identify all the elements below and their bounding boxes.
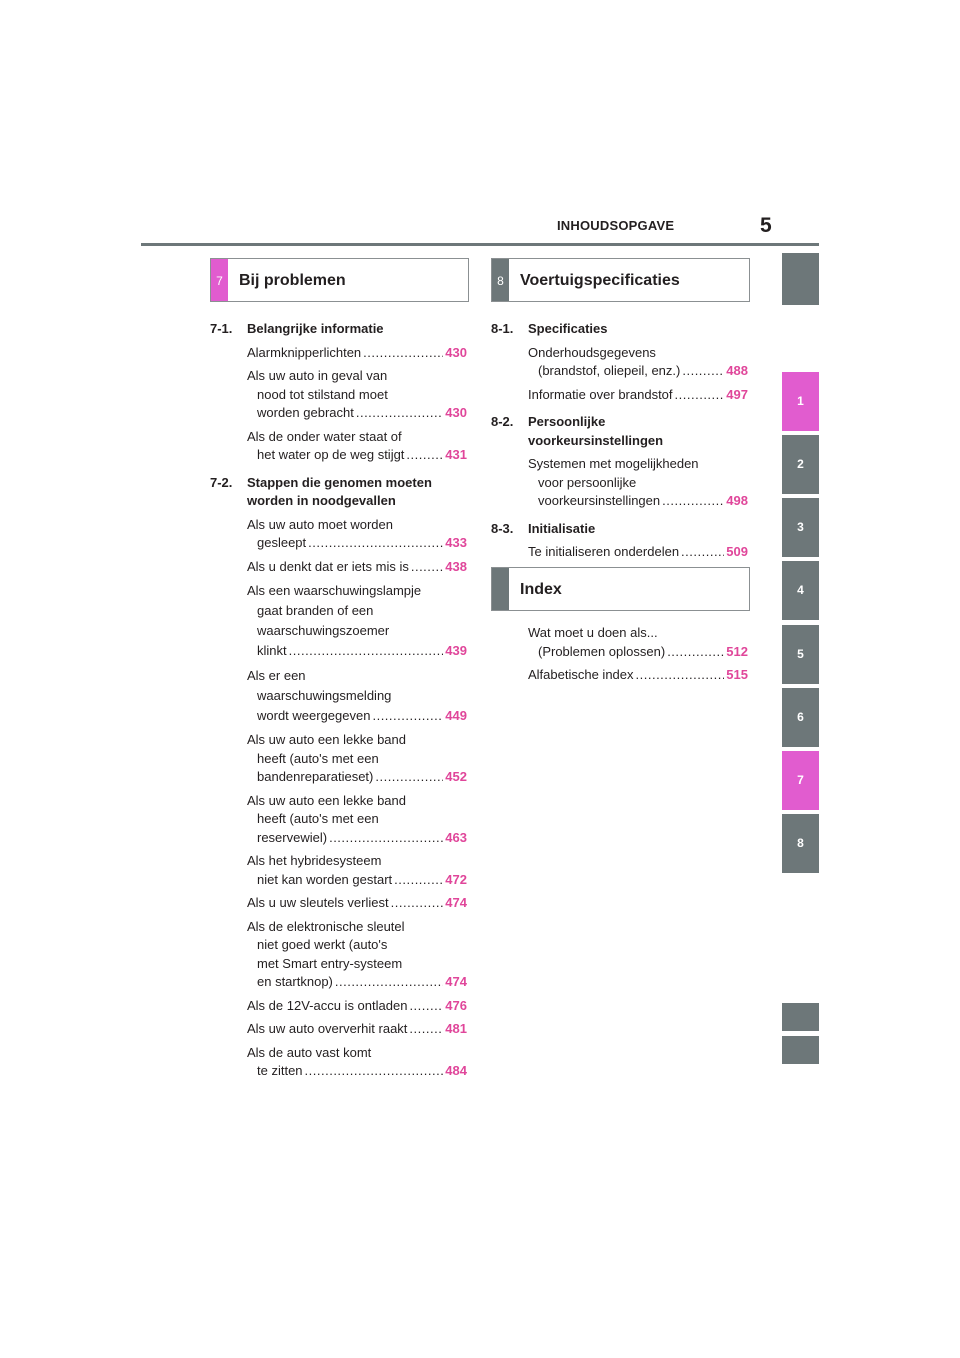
- toc-entry-text: klinkt: [257, 643, 287, 658]
- subsection-title-line: worden in noodgevallen: [247, 493, 396, 508]
- toc-entry[interactable]: [247, 1044, 467, 1081]
- toc-subsection-heading: [491, 320, 748, 339]
- toc-entry-text: Als het hybridesysteem: [247, 853, 382, 868]
- toc-entry-text: Als u uw sleutels verliest: [247, 895, 389, 910]
- section-7-header: [210, 258, 469, 302]
- dot-leader: [329, 829, 443, 848]
- index-header: [491, 567, 750, 611]
- subsection-number: 8-2.: [491, 414, 514, 429]
- toc-entry-text: nood tot stilstand moet: [257, 386, 388, 402]
- toc-entry[interactable]: [247, 367, 467, 423]
- dot-leader: [682, 362, 724, 381]
- toc-entry-text: Te initialiseren onderdelen: [528, 544, 680, 559]
- toc-entry-text: Systemen met mogelijkheden: [528, 456, 699, 471]
- toc-entry-text: Als er een: [247, 668, 306, 683]
- toc-entry-text: bandenreparatieset): [257, 769, 374, 784]
- dot-leader: [391, 894, 444, 913]
- index-tab-marker: [492, 568, 509, 610]
- section-8-header: [491, 258, 750, 302]
- section-8-title: Voertuigspecificaties: [520, 272, 680, 289]
- toc-entry[interactable]: [247, 792, 467, 848]
- dot-leader: [409, 997, 443, 1016]
- toc-entry-text: gaat branden of een: [257, 603, 374, 618]
- dot-leader: [411, 558, 443, 577]
- subsection-title-line: Stappen die genomen moeten: [247, 474, 432, 490]
- page-link[interactable]: 463: [445, 829, 467, 845]
- subsection-title-line: Persoonlijke: [528, 414, 606, 429]
- subsection-title: [528, 413, 663, 450]
- dot-leader: [372, 706, 443, 726]
- section-7-number: 7: [211, 259, 228, 301]
- subsection-title: [528, 320, 608, 339]
- toc-entry-text: Als uw auto een lekke band: [247, 792, 406, 808]
- subsection-title-line: Specificaties: [528, 321, 608, 336]
- toc-entry-text: waarschuwingszoemer: [257, 623, 390, 638]
- toc-entry-text: te zitten: [257, 1063, 303, 1078]
- subsection-number: 7-1.: [210, 321, 233, 336]
- subsection-title: [247, 320, 384, 339]
- toc-entry-text: (brandstof, oliepeil, enz.): [538, 363, 681, 378]
- side-tab-chapter-8[interactable]: 8: [782, 814, 819, 873]
- toc-entry-text: Als uw auto een lekke band: [247, 732, 406, 747]
- toc-entry-text: Alfabetische index: [528, 667, 634, 682]
- toc-entry[interactable]: [247, 344, 467, 363]
- toc-subsection-heading: [210, 474, 467, 511]
- toc-index-list: [491, 624, 748, 685]
- page-link[interactable]: 452: [445, 769, 467, 784]
- toc-left-column: [210, 320, 467, 1081]
- subsection-number: 8-1.: [491, 321, 514, 336]
- page-link[interactable]: 472: [445, 871, 467, 887]
- dot-leader: [305, 1062, 444, 1081]
- toc-entry[interactable]: [247, 666, 467, 726]
- page-link[interactable]: 515: [726, 667, 748, 682]
- toc-subsection-heading: [210, 320, 467, 339]
- toc-entry-text: Wat moet u doen als...: [528, 625, 658, 640]
- header-rule: [141, 243, 819, 246]
- toc-entry[interactable]: [247, 852, 467, 889]
- subsection-title-line: Initialisatie: [528, 520, 596, 536]
- page-link[interactable]: 484: [445, 1063, 467, 1078]
- dot-leader: [335, 973, 443, 992]
- toc-entry-text: voor persoonlijke: [538, 474, 637, 490]
- toc-entry-text: niet kan worden gestart: [257, 871, 393, 887]
- side-tab-chapter-2[interactable]: 2: [782, 435, 819, 494]
- dot-leader: [363, 344, 443, 363]
- dot-leader: [667, 643, 724, 662]
- dot-leader: [636, 666, 725, 685]
- toc-entry[interactable]: [247, 894, 467, 913]
- page-link[interactable]: 498: [726, 493, 748, 508]
- dot-leader: [375, 768, 443, 787]
- side-tab-chapter-7[interactable]: 7: [782, 751, 819, 810]
- page-number: 5: [760, 214, 772, 237]
- toc-right-column: [491, 320, 748, 562]
- toc-entry-text: Als uw auto in geval van: [247, 368, 388, 383]
- section-7-title: Bij problemen: [239, 272, 346, 289]
- side-tab-chapter-4[interactable]: 4: [782, 561, 819, 620]
- toc-entry-text: reservewiel): [257, 829, 328, 845]
- toc-entry[interactable]: [528, 344, 748, 381]
- toc-entry-text: Als uw auto moet worden: [247, 516, 393, 532]
- toc-entry[interactable]: [247, 558, 467, 577]
- page-link[interactable]: 449: [445, 708, 467, 723]
- side-tab-chapter-6[interactable]: 6: [782, 688, 819, 747]
- toc-entry[interactable]: [528, 455, 748, 511]
- section-8-number: 8: [492, 259, 509, 301]
- toc-entry-text: Als een waarschuwingslampje: [247, 583, 422, 598]
- side-tab-blank-top[interactable]: [782, 253, 819, 305]
- toc-entry-text: en startknop): [257, 974, 333, 989]
- page-link[interactable]: 497: [726, 386, 748, 402]
- dot-leader: [675, 386, 725, 405]
- toc-entry[interactable]: [528, 386, 748, 405]
- toc-entry[interactable]: [528, 666, 748, 685]
- toc-entry-text: met Smart entry-systeem: [257, 955, 403, 971]
- toc-entry-text: worden gebracht: [257, 405, 354, 420]
- toc-entry-text: Onderhoudsgegevens: [528, 344, 656, 360]
- toc-entry-text: Als u denkt dat er iets mis is: [247, 558, 409, 574]
- toc-entry[interactable]: [247, 1020, 467, 1039]
- subsection-title: [528, 520, 595, 539]
- side-tab-chapter-3[interactable]: 3: [782, 498, 819, 557]
- toc-entry[interactable]: [247, 581, 467, 661]
- page-link[interactable]: 438: [445, 558, 467, 574]
- toc-entry-text: waarschuwingsmelding: [257, 688, 392, 703]
- page-link[interactable]: 474: [445, 974, 467, 989]
- toc-entry-text: niet goed werkt (auto's: [257, 937, 388, 952]
- toc-entry[interactable]: [247, 997, 467, 1016]
- toc-entry-text: gesleept: [257, 535, 307, 550]
- page-link[interactable]: 481: [445, 1021, 467, 1036]
- subsection-number: 7-2.: [210, 474, 233, 490]
- toc-entry[interactable]: [528, 624, 748, 661]
- subsection-number: 8-3.: [491, 520, 514, 536]
- toc-entry-text: wordt weergegeven: [257, 708, 371, 723]
- toc-entry-text: Als de elektronische sleutel: [247, 918, 405, 934]
- side-tab-chapter-5[interactable]: 5: [782, 625, 819, 684]
- dot-leader: [662, 492, 724, 511]
- dot-leader: [394, 871, 443, 890]
- toc-entry[interactable]: [528, 543, 748, 562]
- side-tab-chapter-1[interactable]: 1: [782, 372, 819, 431]
- toc-entry-text: Als de onder water staat of: [247, 428, 402, 444]
- page-link[interactable]: 488: [726, 363, 748, 378]
- subsection-title-line: voorkeursinstellingen: [528, 432, 664, 448]
- page-link[interactable]: 439: [445, 643, 467, 658]
- toc-subsection-heading: [491, 413, 748, 450]
- dot-leader: [356, 404, 443, 423]
- toc-entry[interactable]: [247, 516, 467, 553]
- page-link[interactable]: 430: [445, 344, 467, 360]
- toc-entry-text: (Problemen oplossen): [538, 643, 666, 659]
- page-link[interactable]: 509: [726, 544, 748, 559]
- toc-entry-text: voorkeursinstellingen: [538, 493, 661, 508]
- index-title: Index: [520, 581, 562, 598]
- toc-entry-text: het water op de weg stijgt: [257, 447, 405, 462]
- toc-subsection-heading: [491, 520, 748, 539]
- running-header-title: INHOUDSOPGAVE: [557, 218, 675, 233]
- toc-entry-text: Alarmknipperlichten: [247, 344, 362, 360]
- toc-entry-text: Als de 12V-accu is ontladen: [247, 997, 408, 1013]
- toc-entry[interactable]: [247, 428, 467, 465]
- dot-leader: [406, 446, 443, 465]
- dot-leader: [308, 534, 443, 553]
- toc-entry-text: heeft (auto's met een: [257, 750, 379, 766]
- page-link[interactable]: 430: [445, 405, 467, 420]
- dot-leader: [289, 641, 444, 661]
- toc-entry-text: Als uw auto oververhit raakt: [247, 1021, 408, 1036]
- page-link[interactable]: 512: [726, 643, 748, 659]
- toc-entry-text: Informatie over brandstof: [528, 386, 673, 402]
- toc-entry-text: Als de auto vast komt: [247, 1044, 372, 1060]
- subsection-title: [247, 474, 432, 511]
- page-link[interactable]: 433: [445, 535, 467, 550]
- page-link[interactable]: 474: [445, 895, 467, 910]
- side-tab-blank-lower-1[interactable]: [782, 1003, 819, 1031]
- dot-leader: [409, 1020, 443, 1039]
- page-link[interactable]: 476: [445, 997, 467, 1013]
- subsection-title-line: Belangrijke informatie: [247, 321, 384, 336]
- toc-entry-text: heeft (auto's met een: [257, 811, 379, 826]
- dot-leader: [681, 543, 724, 562]
- toc-entry[interactable]: [247, 731, 467, 787]
- toc-entry[interactable]: [247, 918, 467, 992]
- page-link[interactable]: 431: [445, 447, 467, 462]
- side-tab-blank-lower-2[interactable]: [782, 1036, 819, 1064]
